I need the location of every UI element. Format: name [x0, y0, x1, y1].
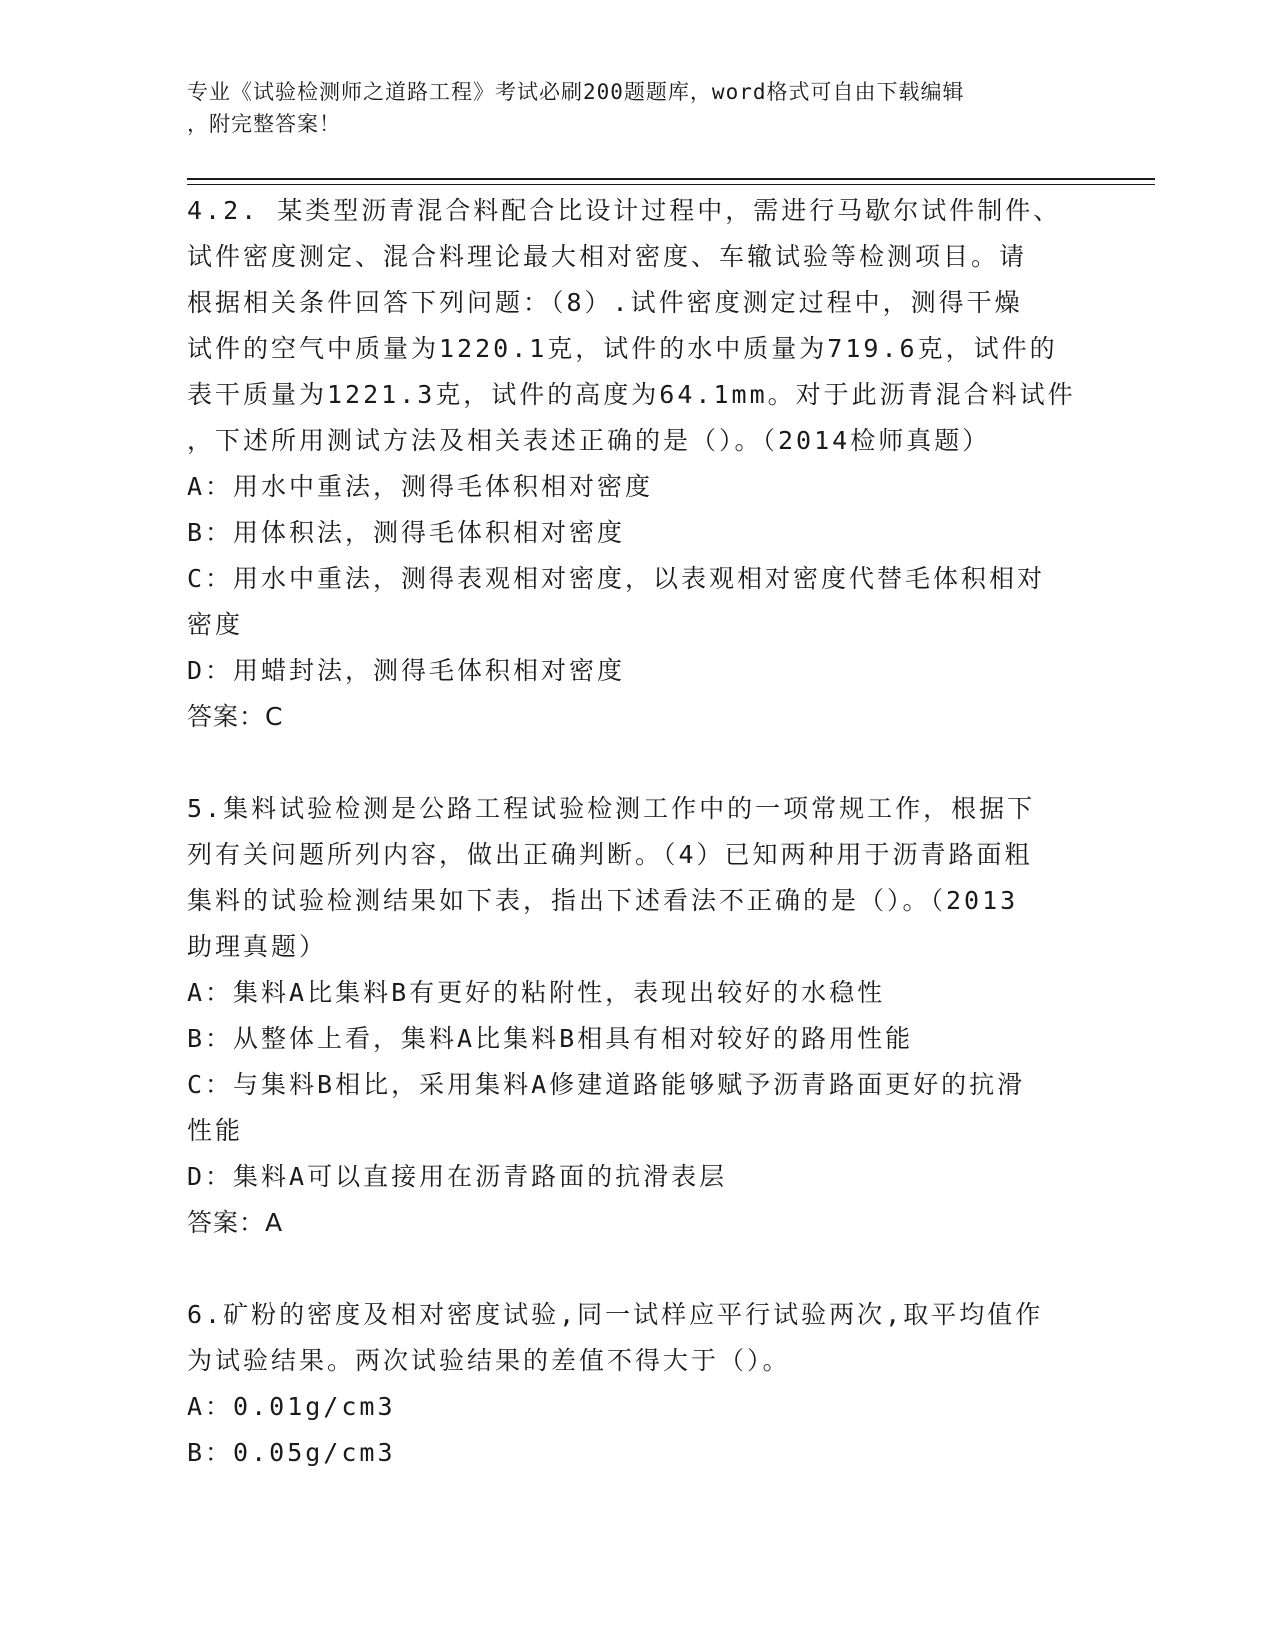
spacer [187, 740, 1087, 786]
question-stem-line: 表干质量为1221.3克，试件的高度为64.1mm。对于此沥青混合料试件 [187, 380, 1076, 409]
spacer [187, 1246, 1087, 1292]
answer-line: 答案：C [187, 702, 284, 731]
question-stem-line: 4.2. 某类型沥青混合料配合比设计过程中，需进行马歇尔试件制件、 [187, 196, 1062, 225]
answer-line: 答案：A [187, 1208, 284, 1237]
option-b: B：0.05g/cm3 [187, 1438, 396, 1467]
question-stem-line: 5.集料试验检测是公路工程试验检测工作中的一项常规工作，根据下 [187, 794, 1036, 823]
option-c-continued: 密度 [187, 610, 244, 639]
question-stem-line: 试件的空气中质量为1220.1克，试件的水中质量为719.6克，试件的 [187, 334, 1058, 363]
question-stem-line: 集料的试验检测结果如下表，指出下述看法不正确的是（）。（2013 [187, 886, 1019, 915]
option-c: C：用水中重法，测得表观相对密度，以表观相对密度代替毛体积相对 [187, 564, 1046, 593]
header-line-2: ，附完整答案！ [187, 112, 341, 136]
question-6 [187, 1292, 1087, 1476]
question-5 [187, 786, 1087, 1246]
option-d: D：用蜡封法，测得毛体积相对密度 [187, 656, 626, 685]
option-c-continued: 性能 [187, 1116, 244, 1145]
question-stem-line: 6.矿粉的密度及相对密度试验,同一试样应平行试验两次,取平均值作 [187, 1300, 1044, 1329]
option-c: C：与集料B相比，采用集料A修建道路能够赋予沥青路面更好的抗滑 [187, 1070, 1026, 1099]
option-a: A：0.01g/cm3 [187, 1392, 396, 1421]
document-header [187, 76, 1087, 140]
question-stem-line: 根据相关条件回答下列问题：（8）.试件密度测定过程中，测得干燥 [187, 288, 1023, 317]
question-stem-line: 试件密度测定、混合料理论最大相对密度、车辙试验等检测项目。请 [187, 242, 1028, 271]
questions-list [187, 188, 1087, 1476]
question-stem-line: ，下述所用测试方法及相关表述正确的是（）。（2014检师真题） [187, 426, 991, 455]
option-a: A：集料A比集料B有更好的粘附性，表现出较好的水稳性 [187, 978, 886, 1007]
option-b: B：从整体上看，集料A比集料B相具有相对较好的路用性能 [187, 1024, 914, 1053]
option-d: D：集料A可以直接用在沥青路面的抗滑表层 [187, 1162, 728, 1191]
question-4-2 [187, 188, 1087, 740]
question-stem-line: 为试验结果。两次试验结果的差值不得大于（）。 [187, 1346, 791, 1375]
question-stem-line: 列有关问题所列内容，做出正确判断。（4）已知两种用于沥青路面粗 [187, 840, 1033, 869]
header-divider-thick [187, 178, 1155, 180]
question-stem-line: 助理真题） [187, 932, 328, 961]
option-b: B：用体积法，测得毛体积相对密度 [187, 518, 626, 547]
header-divider-thin [187, 184, 1155, 185]
option-a: A：用水中重法，测得毛体积相对密度 [187, 472, 654, 501]
header-line-1: 专业《试验检测师之道路工程》考试必刷200题题库，word格式可自由下载编辑 [187, 80, 965, 104]
